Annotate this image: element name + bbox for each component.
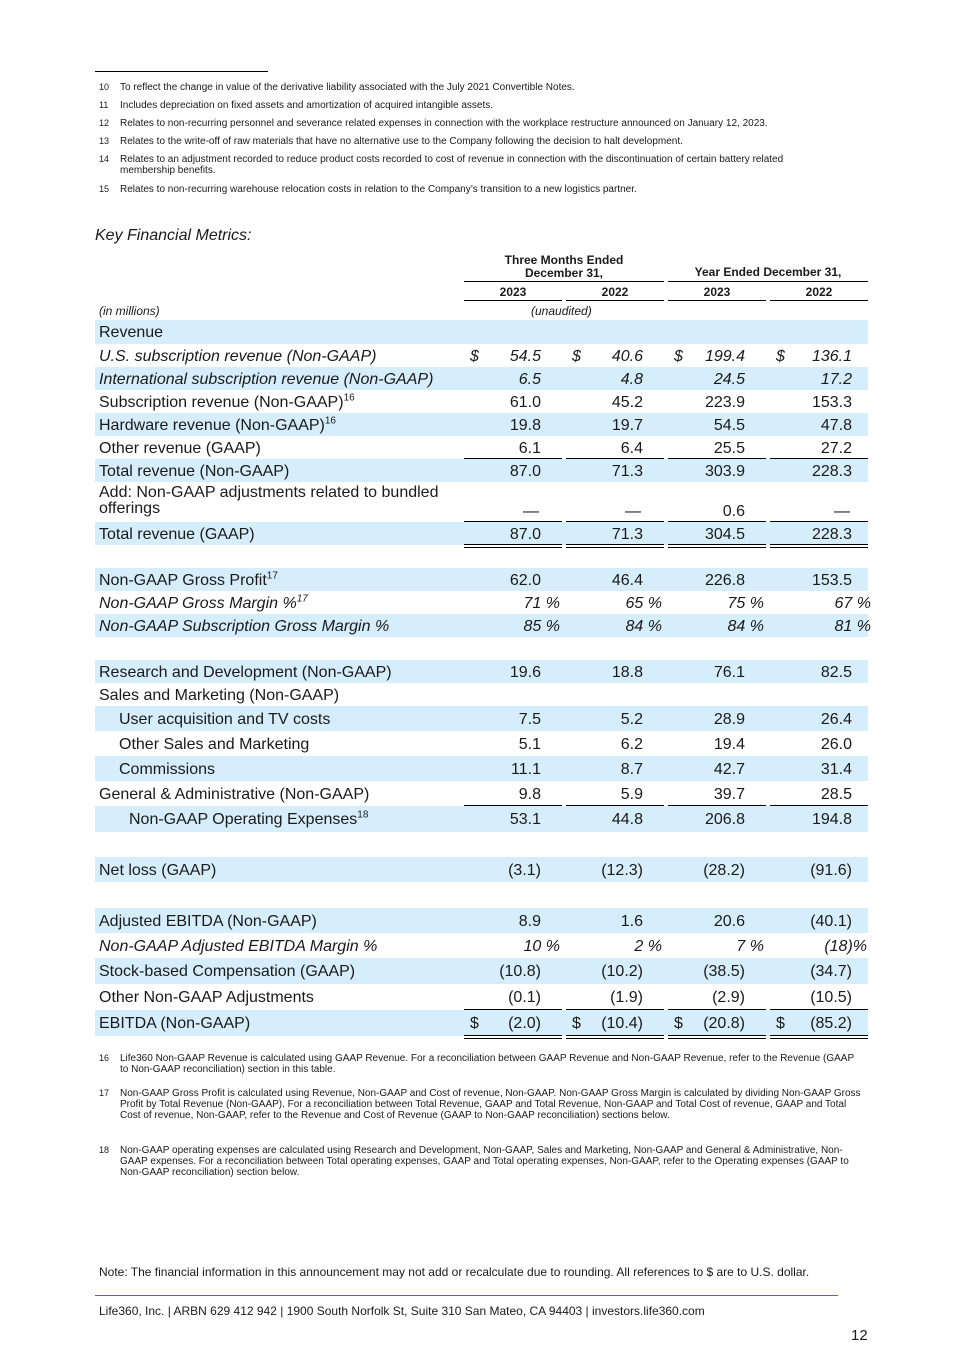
footnote-13: 13 Relates to the write-off of raw materials that have no alternative use to the Company following the decision to halt development. bbox=[99, 136, 683, 147]
total-underline bbox=[770, 1035, 868, 1039]
table-row bbox=[95, 591, 871, 614]
table-cell: 26.4 bbox=[820, 710, 852, 728]
table-cell: 199.4 bbox=[704, 347, 745, 365]
table-cell: 87.0 bbox=[509, 525, 541, 543]
table-cell: 87.0 bbox=[509, 462, 541, 480]
table-row bbox=[95, 933, 868, 958]
table-cell: 8.9 bbox=[518, 912, 541, 930]
table-cell: (2.9) bbox=[712, 989, 745, 1006]
table-cell: 17.2 bbox=[820, 370, 852, 388]
table-cell: 84 % bbox=[625, 617, 662, 635]
row-label: Other Non-GAAP Adjustments bbox=[99, 989, 314, 1006]
year-header: 2023 bbox=[703, 285, 731, 299]
table-row bbox=[95, 459, 868, 482]
row-label: Hardware revenue (Non-GAAP)$^{16}$ bbox=[99, 415, 336, 434]
row-label: Commissions bbox=[119, 760, 216, 778]
table-row bbox=[95, 482, 868, 522]
total-underline bbox=[668, 1035, 766, 1039]
table-cell: 8.7 bbox=[620, 760, 643, 778]
footnote-16: 16 Life360 Non-GAAP Revenue is calculated using GAAP Revenue. For a reconciliation between GAAP Revenue and Non-GAAP Revenue, refer to the Revenue (GAAP to Non-GAAP reconciliation) section in this table. bbox=[99, 1053, 854, 1075]
row-label: Non-GAAP Subscription Gross Margin % bbox=[99, 617, 390, 635]
table-row bbox=[95, 706, 868, 731]
table-cell: 28.9 bbox=[713, 710, 745, 728]
table-cell: (10.5) bbox=[810, 989, 852, 1006]
table-cell: 228.3 bbox=[811, 525, 852, 543]
table-row bbox=[95, 781, 868, 806]
currency-symbol: $ bbox=[470, 347, 479, 365]
currency-symbol: $ bbox=[674, 1015, 683, 1032]
table-cell: (1.9) bbox=[610, 989, 643, 1006]
audit-caption: (unaudited) bbox=[531, 304, 592, 318]
table-cell: 1.6 bbox=[620, 912, 643, 930]
table-cell: 4.8 bbox=[620, 370, 643, 388]
table-cell: 71.3 bbox=[611, 462, 643, 480]
table-row bbox=[95, 320, 868, 344]
table-cell: 153.3 bbox=[811, 393, 852, 411]
table-row bbox=[95, 367, 868, 390]
row-label: General & Administrative (Non-GAAP) bbox=[99, 785, 370, 803]
table-cell: 45.2 bbox=[611, 393, 643, 411]
row-label: Net loss (GAAP) bbox=[99, 861, 217, 879]
table-cell: 226.8 bbox=[704, 571, 745, 589]
table-cell: 27.2 bbox=[820, 439, 852, 457]
table-row bbox=[95, 984, 868, 1010]
table-row bbox=[95, 436, 868, 459]
table-cell: 2 % bbox=[634, 937, 662, 955]
table-cell: 304.5 bbox=[704, 525, 745, 543]
header-rule-ye bbox=[668, 281, 868, 282]
table-cell: 47.8 bbox=[820, 416, 852, 434]
table-cell: 5.2 bbox=[620, 710, 643, 728]
table-cell: 40.6 bbox=[611, 347, 643, 365]
table-cell: (40.1) bbox=[810, 912, 852, 930]
table-cell: 194.8 bbox=[811, 811, 852, 828]
table-cell: 53.1 bbox=[509, 811, 541, 828]
table-cell: 9.8 bbox=[518, 785, 541, 803]
table-cell: (91.6) bbox=[810, 861, 852, 879]
row-label: Research and Development (Non-GAAP) bbox=[99, 663, 392, 681]
row-label: Subscription revenue (Non-GAAP)$^{16}$ bbox=[99, 392, 355, 411]
table-cell: — bbox=[523, 503, 539, 520]
table-row bbox=[95, 683, 868, 706]
table-cell: 85 % bbox=[523, 617, 560, 635]
table-cell: 81 % bbox=[834, 617, 871, 635]
footnote-18: 18 Non-GAAP operating expenses are calculated using Research and Development, Non-GAAP, Sales and Marketing, Non-GAAP and General & Administrative, Non-GAAP expenses. For a reconciliation between Total operating expenses, GAAP and Total operating expenses, Non-GAAP, refer to the Operating expenses (GAAP to Non-GAAP reconciliation) section below. bbox=[99, 1145, 849, 1178]
total-underline bbox=[566, 1035, 664, 1039]
table-cell: 39.7 bbox=[713, 785, 745, 803]
year-header: 2022 bbox=[805, 285, 833, 299]
table-cell: (85.2) bbox=[810, 1015, 852, 1032]
row-label: Total revenue (Non-GAAP) bbox=[99, 462, 290, 480]
year-header: 2022 bbox=[601, 285, 629, 299]
row-label: Other revenue (GAAP) bbox=[99, 439, 261, 457]
row-label: Stock-based Compensation (GAAP) bbox=[99, 963, 356, 980]
row-label: Non-GAAP Gross Profit$^{17}$ bbox=[99, 570, 278, 589]
year-header: 2023 bbox=[499, 285, 527, 299]
table-cell: 42.7 bbox=[713, 760, 745, 778]
table-cell: 31.4 bbox=[820, 760, 852, 778]
table-cell: 5.9 bbox=[620, 785, 643, 803]
table-cell: 223.9 bbox=[704, 393, 745, 411]
currency-symbol: $ bbox=[776, 1015, 785, 1032]
table-cell: 84 % bbox=[727, 617, 764, 635]
table-cell: 44.8 bbox=[611, 811, 643, 828]
header-year-ended: Year Ended December 31, bbox=[694, 265, 842, 279]
table-row bbox=[95, 756, 868, 781]
table-cell: 19.7 bbox=[611, 416, 643, 434]
row-label: Add: Non-GAAP adjustments related to bundled offerings bbox=[99, 484, 439, 517]
currency-symbol: $ bbox=[572, 1015, 581, 1032]
total-underline bbox=[668, 544, 766, 548]
table-cell: 11.1 bbox=[511, 760, 541, 778]
table-cell: 228.3 bbox=[811, 462, 852, 480]
header-rule-3m bbox=[464, 281, 664, 282]
table-cell: 7 % bbox=[736, 937, 764, 955]
footer-rule bbox=[95, 1295, 838, 1296]
table-row bbox=[95, 958, 868, 984]
row-label: Non-GAAP Adjusted EBITDA Margin % bbox=[99, 937, 378, 955]
table-cell: 19.6 bbox=[509, 663, 541, 681]
total-underline bbox=[464, 544, 562, 548]
year-rule bbox=[464, 300, 562, 301]
table-cell: 303.9 bbox=[704, 462, 745, 480]
table-row bbox=[95, 390, 868, 413]
table-row bbox=[95, 660, 868, 683]
table-row bbox=[95, 614, 871, 637]
rounding-note: Note: The financial information in this announcement may not add or recalculate due to rounding. All references to $ are to U.S. dollar. bbox=[99, 1265, 810, 1279]
table-cell: 5.1 bbox=[518, 735, 541, 753]
table-cell: 54.5 bbox=[713, 416, 745, 434]
footnote-12: 12 Relates to non-recurring personnel and severance related expenses in connection with the workplace restructure announced on January 12, 2023. bbox=[99, 118, 768, 129]
table-cell: (28.2) bbox=[703, 861, 745, 879]
table-cell: 10 % bbox=[523, 937, 560, 955]
footer-text: Life360, Inc. | ARBN 629 412 942 | 1900 South Norfolk St, Suite 310 San Mateo, CA 94403 | investors.life360.com bbox=[99, 1304, 705, 1318]
row-label: Total revenue (GAAP) bbox=[99, 525, 255, 543]
table-cell: 18.8 bbox=[611, 663, 643, 681]
table-row bbox=[95, 1010, 868, 1036]
table-cell: 6.1 bbox=[518, 439, 541, 457]
footnote-15: 15 Relates to non-recurring warehouse relocation costs in relation to the Company’s transition to a new logistics partner. bbox=[99, 184, 637, 195]
table-cell: 153.5 bbox=[811, 571, 852, 589]
row-label: U.S. subscription revenue (Non-GAAP) bbox=[99, 347, 377, 365]
table-cell: 65 % bbox=[625, 594, 662, 612]
table-cell: 71.3 bbox=[611, 525, 643, 543]
table-cell: — bbox=[834, 503, 850, 520]
total-underline bbox=[464, 1035, 562, 1039]
table-row bbox=[95, 522, 868, 545]
footnote-separator bbox=[95, 71, 268, 72]
total-underline bbox=[770, 544, 868, 548]
table-cell: 54.5 bbox=[509, 347, 541, 365]
row-label: Revenue bbox=[99, 324, 164, 341]
table-row bbox=[95, 908, 868, 933]
page-number: 12 bbox=[851, 1327, 868, 1344]
table-row bbox=[95, 413, 868, 436]
table-cell: 6.2 bbox=[620, 735, 643, 753]
row-label: User acquisition and TV costs bbox=[119, 710, 331, 728]
table-cell: 61.0 bbox=[509, 393, 541, 411]
row-label: Adjusted EBITDA (Non-GAAP) bbox=[99, 912, 317, 930]
table-cell: 19.4 bbox=[713, 735, 745, 753]
total-underline bbox=[566, 544, 664, 548]
table-cell: 19.8 bbox=[509, 416, 541, 434]
currency-symbol: $ bbox=[572, 347, 581, 365]
year-rule bbox=[770, 300, 868, 301]
table-cell: 25.5 bbox=[713, 439, 745, 457]
table-cell: (12.3) bbox=[601, 861, 643, 879]
table-cell: 206.8 bbox=[704, 811, 745, 828]
table-cell: 0.6 bbox=[722, 503, 745, 520]
section-title: Key Financial Metrics: bbox=[95, 227, 252, 244]
table-row bbox=[95, 731, 868, 756]
table-cell: 7.5 bbox=[518, 710, 541, 728]
row-label: Non-GAAP Operating Expenses$^{18}$ bbox=[129, 809, 369, 828]
table-row bbox=[95, 857, 868, 882]
table-cell: (3.1) bbox=[508, 861, 541, 879]
currency-symbol: $ bbox=[776, 347, 785, 365]
table-cell: (10.2) bbox=[601, 963, 643, 980]
table-cell: 62.0 bbox=[509, 571, 541, 589]
table-row bbox=[95, 344, 868, 367]
currency-symbol: $ bbox=[470, 1015, 479, 1032]
table-cell: 71 % bbox=[523, 594, 560, 612]
header-three-months: Three Months Ended December 31, bbox=[504, 253, 624, 280]
table-cell: 46.4 bbox=[611, 571, 643, 589]
table-row bbox=[95, 568, 868, 591]
table-cell: (38.5) bbox=[703, 963, 745, 980]
table-cell: 26.0 bbox=[820, 735, 852, 753]
footnote-17: 17 Non-GAAP Gross Profit is calculated using Revenue, Non-GAAP and Cost of revenue, Non-GAAP. Non-GAAP Gross Margin is calculated by dividing Non-GAAP Gross Profit by Total Revenue (Non-GAAP). For a reconciliation between Total Revenue, GAAP and Total Revenue, Non-GAAP and Total Cost of revenue, GAAP and Total Cost of revenue, Non-GAAP, refer to the Revenue and Cost of Revenue (GAAP to Non-GAAP reconciliation) sections below. bbox=[99, 1088, 861, 1121]
currency-symbol: $ bbox=[674, 347, 683, 365]
units-caption: (in millions) bbox=[99, 304, 160, 318]
table-cell: (34.7) bbox=[810, 963, 852, 980]
table-cell: 76.1 bbox=[713, 663, 745, 681]
table-cell: 6.4 bbox=[620, 439, 643, 457]
table-cell: (10.8) bbox=[499, 963, 541, 980]
table-cell: (10.4) bbox=[601, 1015, 643, 1032]
footnote-14: 14 Relates to an adjustment recorded to reduce product costs recorded to cost of revenue in connection with the discontinuation of certain battery related membership benefits. bbox=[99, 154, 784, 176]
row-label: Sales and Marketing (Non-GAAP) bbox=[99, 686, 340, 704]
table-cell: — bbox=[625, 503, 641, 520]
table-cell: 20.6 bbox=[713, 912, 745, 930]
table-cell: 136.1 bbox=[811, 347, 852, 365]
table-cell: (18)% bbox=[824, 937, 867, 955]
row-label: Other Sales and Marketing bbox=[119, 735, 310, 753]
footnote-10: 10 To reflect the change in value of the derivative liability associated with the July 2021 Convertible Notes. bbox=[99, 82, 575, 93]
year-rule bbox=[668, 300, 766, 301]
table-cell: (2.0) bbox=[508, 1015, 541, 1032]
year-rule bbox=[566, 300, 664, 301]
row-label: Non-GAAP Gross Margin %$^{17}$ bbox=[99, 593, 308, 612]
table-cell: (20.8) bbox=[703, 1015, 745, 1032]
footnote-11: 11 Includes depreciation on fixed assets and amortization of acquired intangible assets. bbox=[99, 100, 494, 111]
table-cell: 28.5 bbox=[820, 785, 852, 803]
table-row bbox=[95, 806, 868, 832]
row-label: EBITDA (Non-GAAP) bbox=[99, 1015, 251, 1032]
table-cell: (0.1) bbox=[508, 989, 541, 1006]
table-cell: 24.5 bbox=[713, 370, 745, 388]
row-label: International subscription revenue (Non-GAAP) bbox=[99, 370, 434, 388]
table-cell: 75 % bbox=[727, 594, 764, 612]
table-cell: 6.5 bbox=[518, 370, 541, 388]
table-cell: 82.5 bbox=[820, 663, 852, 681]
table-cell: 67 % bbox=[834, 594, 871, 612]
